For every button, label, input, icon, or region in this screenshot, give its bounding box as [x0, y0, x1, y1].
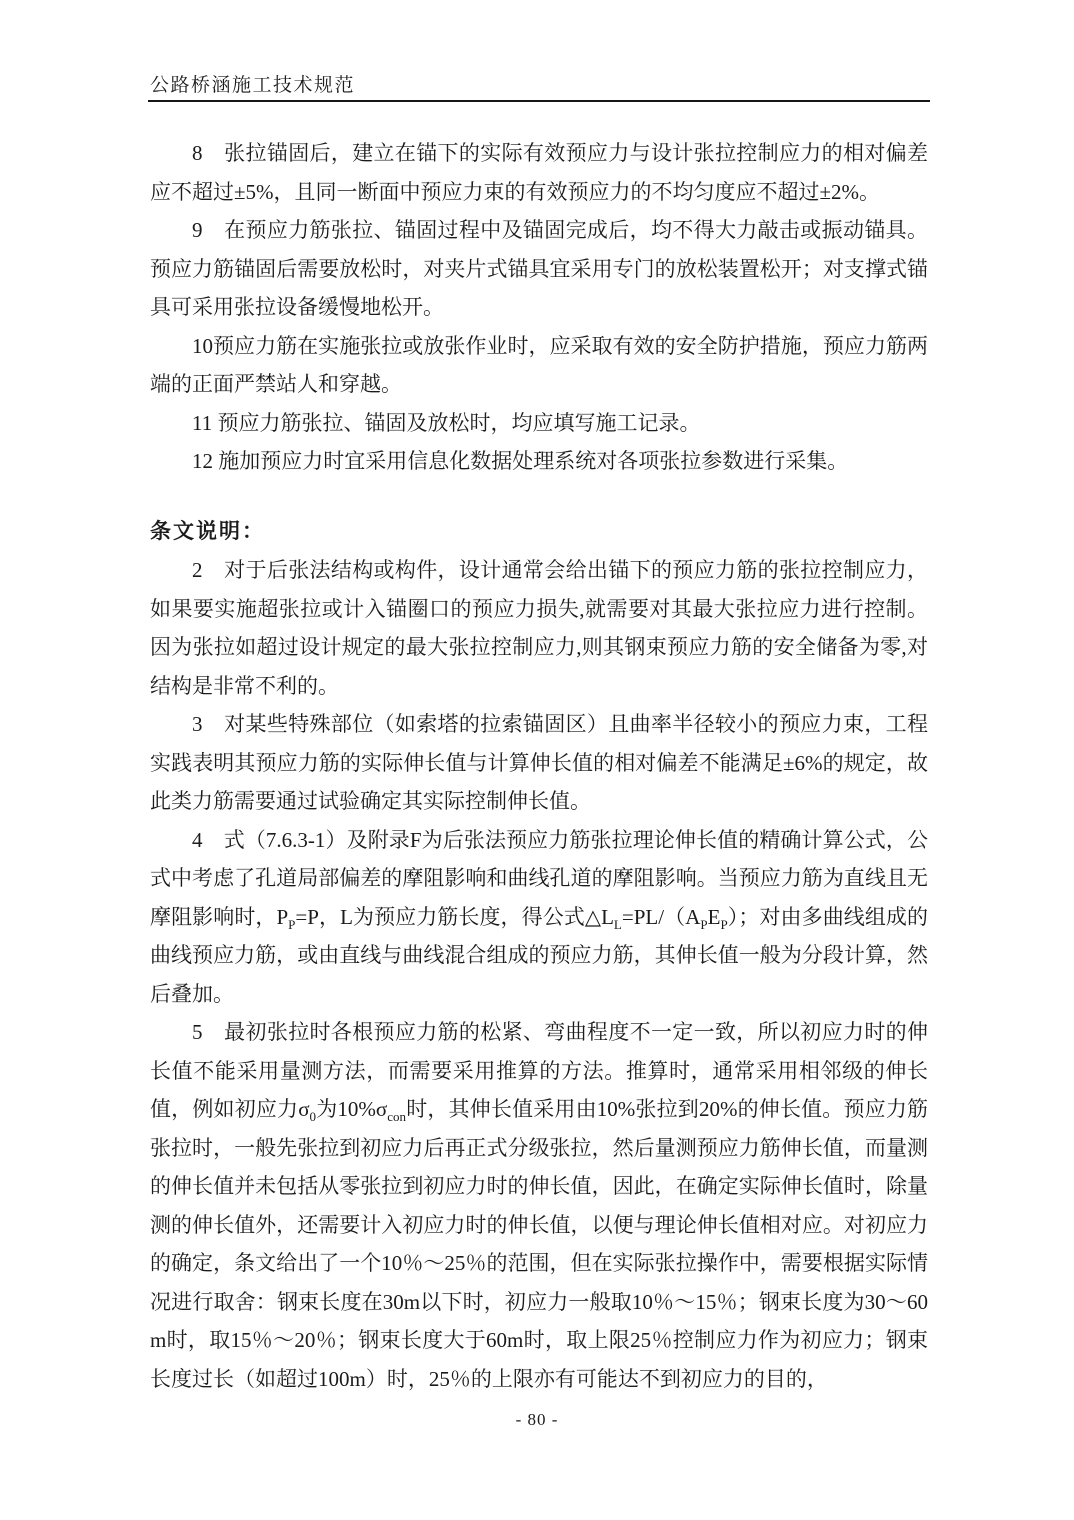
commentary-item-2: 2 对于后张法结构或构件，设计通常会给出锚下的预应力筋的张拉控制应力，如果要实施超张拉或计入锚圈口的预应力损失,就需要对其最大张拉应力进行控制。因为张拉如超过设计规定的最大张拉控制应力,则其钢束预应力筋的安全储备为零,对结构是非常不利的。 — [150, 558, 928, 698]
commentary-item-4: 4 式（7.6.3-1）及附录F为后张法预应力筋张拉理论伸长值的精确计算公式，公式中考虑了孔道局部偏差的摩阻影响和曲线孔道的摩阻影响。当预应力筋为直线且无摩阻影响时，$P_P=P$，L为预应力筋长度，得公式$\triangle L_L=PL/(A_PE_P)$；对由多曲线组成的曲线预应力筋，或由直线与曲线混合组成的预应力筋，其伸长值一般为分段计算，然后叠加。 — [150, 827, 929, 1006]
clauses-section — [150, 134, 928, 481]
header-rule — [148, 100, 930, 102]
running-header-title: 公路桥涵施工技术规范 — [150, 75, 356, 96]
commentary-heading: 条文说明： — [150, 519, 265, 543]
commentary-item-3: 3 对某些特殊部位（如索塔的拉索锚固区）且曲率半径较小的预应力束，工程实践表明其预应力筋的实际伸长值与计算伸长值的相对偏差不能满足±6%的规定，故此类力筋需要通过试验确定其实际控制伸长值。 — [150, 712, 928, 813]
page-body — [150, 134, 928, 1398]
commentary-item-5: 5 最初张拉时各根预应力筋的松紧、弯曲程度不一定一致，所以初应力时的伸长值不能采用量测方法，而需要采用推算的方法。推算时，通常采用相邻级的伸长值，例如初应力$\sigma_0$为$10\%\sigma_{con}$时，其伸长值采用由10%张拉到20%的伸长值。预应力筋张拉时，一般先张拉到初应力后再正式分级张拉，然后量测预应力筋伸长值，而量测的伸长值并未包括从零张拉到初应力时的伸长值，因此，在确定实际伸长值时，除量测的伸长值外，还需要计入初应力时的伸长值，以便与理论伸长值相对应。对初应力的确定，条文给出了一个10％～25％的范围，但在实际张拉操作中，需要根据实际情况进行取舍：钢束长度在30m以下时，初应力一般取10％～15％；钢束长度为30～60m时，取15％～20％；钢束长度大于60m时，取上限25％控制应力作为初应力；钢束长度过长（如超过100m）时，25％的上限亦有可能达不到初应力的目的， — [150, 1020, 929, 1391]
clause-9-paragraph: 9 在预应力筋张拉、锚固过程中及锚固完成后，均不得大力敲击或振动锚具。预应力筋锚固后需要放松时，对夹片式锚具宜采用专门的放松装置松开；对支撑式锚具可采用张拉设备缓慢地松开。 — [150, 218, 928, 319]
clause-11-paragraph: 11 预应力筋张拉、锚固及放松时，均应填写施工记录。 — [192, 410, 701, 435]
clause-10-paragraph: 10预应力筋在实施张拉或放张作业时，应采取有效的安全防护措施，预应力筋两端的正面严禁站人和穿越。 — [150, 333, 928, 396]
clause-12-paragraph: 12 施加预应力时宜采用信息化数据处理系统对各项张拉参数进行采集。 — [192, 449, 849, 473]
commentary-section — [150, 551, 928, 1398]
page-number: - 80 - — [515, 1410, 559, 1429]
clause-8-paragraph: 8 张拉锚固后，建立在锚下的实际有效预应力与设计张拉控制应力的相对偏差应不超过±5%，且同一断面中预应力束的有效预应力的不均匀度应不超过±2%。 — [150, 141, 928, 204]
